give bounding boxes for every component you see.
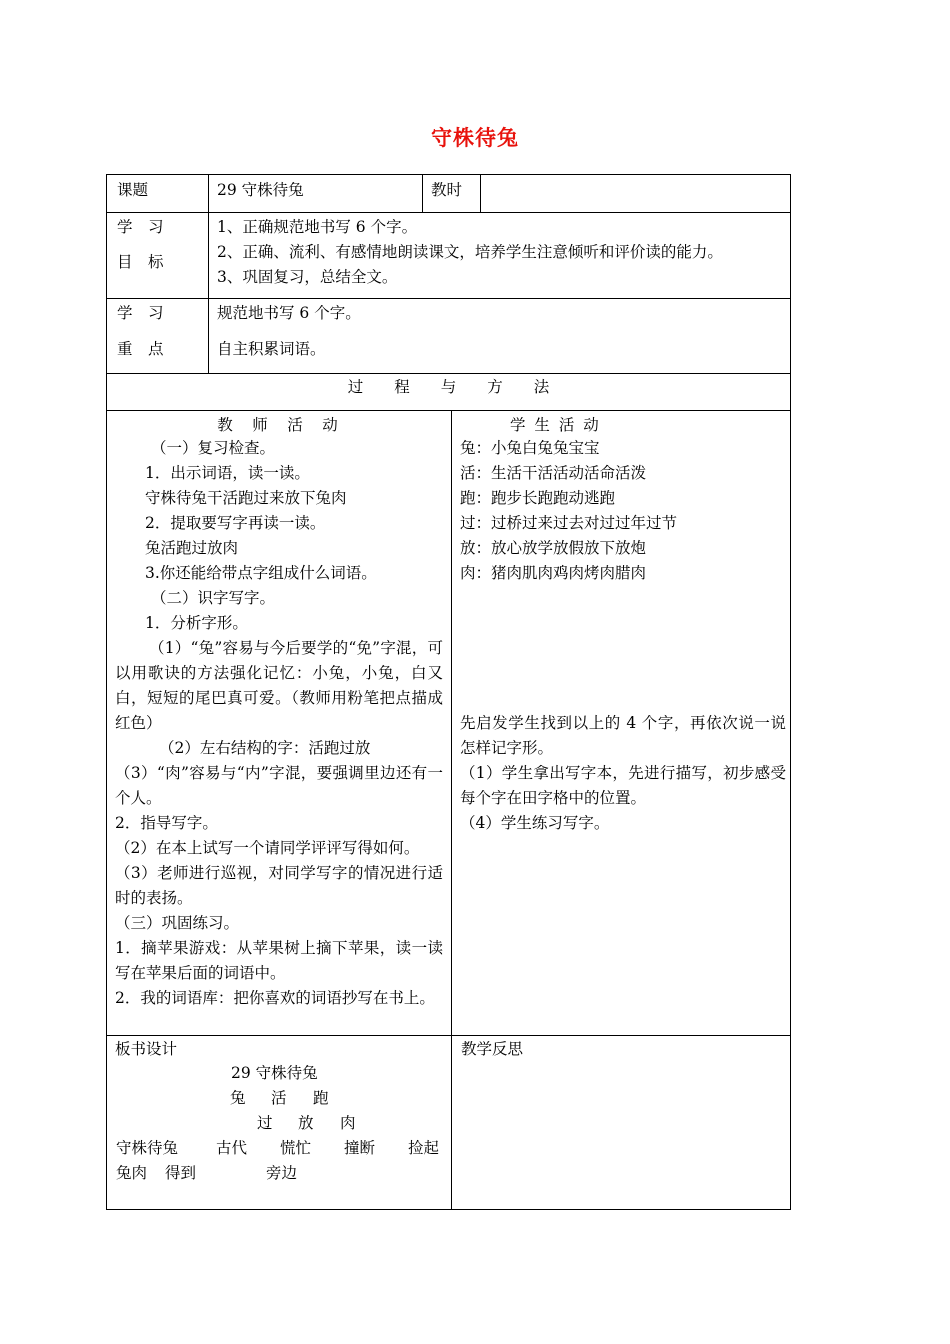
teacher-line: （二）识字写字。 bbox=[151, 589, 276, 607]
teacher-line: （1）“兔”容易与今后要学的“免”字混，可以用歌诀的方法强化记忆：小兔，小兔，白又白，短短的尾巴真可爱。（教师用粉笔把点描成红色） bbox=[115, 639, 443, 732]
keypoint-item: 自主积累词语。 bbox=[217, 340, 326, 358]
blackboard-char: 放 bbox=[298, 1114, 314, 1132]
blackboard-word: 古代 bbox=[216, 1139, 248, 1157]
blackboard-char: 肉 bbox=[340, 1114, 356, 1132]
student-word-line: 放：放心放学放假放下放炮 bbox=[460, 539, 647, 557]
teacher-line: 兔活跑过放肉 bbox=[145, 539, 239, 557]
col-divider bbox=[480, 174, 481, 212]
blackboard-label: 板书设计 bbox=[115, 1040, 178, 1058]
blackboard-word: 兔肉 bbox=[116, 1164, 148, 1182]
student-heading: 学 生 活 动 bbox=[510, 416, 601, 434]
blackboard-char: 跑 bbox=[313, 1089, 329, 1107]
blackboard-word: 捡起 bbox=[408, 1139, 440, 1157]
topic-value: 29 守株待兔 bbox=[217, 181, 304, 199]
row-divider bbox=[106, 410, 791, 411]
blackboard-word: 撞断 bbox=[344, 1139, 376, 1157]
teacher-line: 1．出示词语，读一读。 bbox=[145, 464, 310, 482]
teacher-activities bbox=[115, 436, 443, 1011]
teacher-line: 1．分析字形。 bbox=[145, 614, 248, 632]
row-divider bbox=[106, 373, 791, 374]
objective-item: 3、巩固复习，总结全文。 bbox=[217, 268, 398, 286]
blackboard-title: 29 守株待兔 bbox=[231, 1064, 318, 1082]
teacher-line: （3）老师进行巡视，对同学写字的情况进行适时的表扬。 bbox=[115, 864, 443, 907]
col-divider bbox=[208, 174, 209, 373]
row-divider bbox=[106, 1035, 791, 1036]
blackboard-word: 旁边 bbox=[266, 1164, 298, 1182]
keypoints-label-1: 学 习 bbox=[117, 304, 164, 322]
teacher-line: （一）复习检查。 bbox=[151, 439, 276, 457]
student-line: （1）学生拿出写字本，先进行描写，初步感受每个字在田字格中的位置。 bbox=[460, 764, 786, 807]
teacher-line: 3.你还能给带点字组成什么词语。 bbox=[145, 564, 377, 582]
student-word-line: 活：生活干活活动活命活泼 bbox=[460, 464, 647, 482]
teacher-line: （2）在本上试写一个请同学评评写得如何。 bbox=[115, 839, 420, 857]
objectives-label-2: 目 标 bbox=[117, 253, 164, 271]
blackboard-word: 守株待兔 bbox=[116, 1139, 179, 1157]
teacher-line: 2．指导写字。 bbox=[115, 814, 218, 832]
teacher-line: 1．摘苹果游戏：从苹果树上摘下苹果，读一读写在苹果后面的词语中。 bbox=[115, 939, 443, 982]
page-title: 守株待兔 bbox=[431, 126, 519, 150]
teacher-line: （3）“肉”容易与“内”字混，要强调里边还有一个人。 bbox=[115, 764, 443, 807]
student-word-line: 肉：猪肉肌肉鸡肉烤肉腊肉 bbox=[460, 564, 647, 582]
topic-label: 课题 bbox=[117, 181, 149, 199]
teacher-line: 2．提取要写字再读一读。 bbox=[145, 514, 326, 532]
blackboard-char: 兔 bbox=[230, 1089, 246, 1107]
keypoint-item: 规范地书写 6 个字。 bbox=[217, 304, 361, 322]
objective-item: 2、正确、流利、有感情地朗读课文，培养学生注意倾听和评价读的能力。 bbox=[217, 243, 723, 261]
student-word-line: 兔：小兔白兔兔宝宝 bbox=[460, 439, 600, 457]
teacher-heading: 教 师 活 动 bbox=[217, 416, 340, 434]
student-word-line: 跑：跑步长跑跑动逃跑 bbox=[460, 489, 616, 507]
reflection-label: 教学反思 bbox=[461, 1040, 524, 1058]
blackboard-word: 得到 bbox=[165, 1164, 197, 1182]
teacher-line: （2）左右结构的字：活跑过放 bbox=[159, 739, 371, 757]
student-line: （4）学生练习写字。 bbox=[460, 814, 610, 832]
student-word-line: 过：过桥过来过去对过过年过节 bbox=[460, 514, 678, 532]
blackboard-word: 慌忙 bbox=[280, 1139, 312, 1157]
keypoints-label-2: 重 点 bbox=[117, 340, 164, 358]
objectives-label-1: 学 习 bbox=[117, 218, 164, 236]
col-divider bbox=[451, 410, 452, 1210]
process-heading: 过 程 与 方 法 bbox=[347, 378, 550, 396]
period-label: 教时 bbox=[431, 181, 463, 199]
blackboard-char: 活 bbox=[271, 1089, 287, 1107]
teacher-line: 守株待兔干活跑过来放下兔肉 bbox=[145, 489, 347, 507]
col-divider bbox=[422, 174, 423, 212]
teacher-line: （三）巩固练习。 bbox=[115, 914, 240, 932]
student-words bbox=[460, 436, 786, 586]
blackboard-char: 过 bbox=[257, 1114, 273, 1132]
teacher-line: 2．我的词语库：把你喜欢的词语抄写在书上。 bbox=[115, 989, 435, 1007]
student-activities bbox=[460, 711, 786, 836]
student-line: 先启发学生找到以上的 4 个字，再依次说一说怎样记字形。 bbox=[460, 714, 786, 757]
objective-item: 1、正确规范地书写 6 个字。 bbox=[217, 218, 418, 236]
